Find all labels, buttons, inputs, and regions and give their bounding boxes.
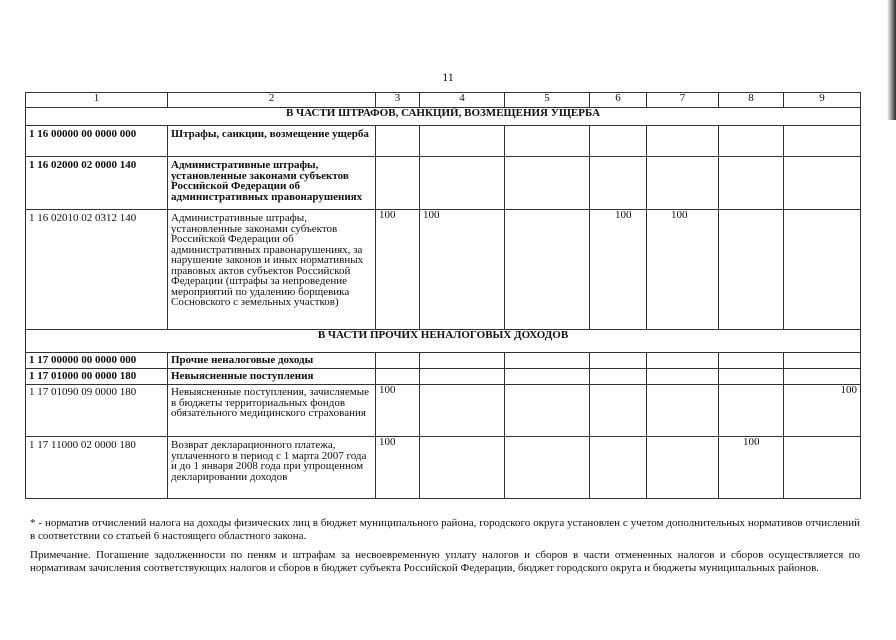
kbk-code: 1 17 00000 00 0000 000 [26, 353, 168, 369]
cell [784, 437, 861, 499]
revenue-name: Возврат декларационного платежа, уплаченного в период с 1 марта 2007 года и до 1 января 2008 года при упрощенном декларировании доходов [168, 437, 376, 499]
cell [784, 353, 861, 369]
cell [647, 353, 719, 369]
cell [647, 126, 719, 157]
cell [590, 437, 647, 499]
norm-value: 100 [420, 210, 505, 330]
cell [505, 353, 590, 369]
table-row [26, 210, 861, 330]
table-row [26, 126, 861, 157]
column-header: 1 [26, 93, 168, 108]
norm-value: 100 [647, 210, 719, 330]
cell [505, 385, 590, 437]
column-header: 7 [647, 93, 719, 108]
table-row [26, 157, 861, 210]
kbk-code: 1 17 01000 00 0000 180 [26, 369, 168, 385]
column-header: 3 [376, 93, 420, 108]
cell [719, 210, 784, 330]
cell [590, 353, 647, 369]
revenue-norms-table [25, 92, 861, 499]
norm-value: 100 [376, 437, 420, 499]
table-row [26, 369, 861, 385]
table-row [26, 385, 861, 437]
cell [647, 385, 719, 437]
cell [505, 126, 590, 157]
norm-value: 100 [719, 437, 784, 499]
kbk-code: 1 16 02000 02 0000 140 [26, 157, 168, 210]
cell [647, 369, 719, 385]
cell [590, 126, 647, 157]
cell [647, 157, 719, 210]
column-header: 9 [784, 93, 861, 108]
cell [376, 157, 420, 210]
cell [505, 210, 590, 330]
note-paragraph: Примечание. Погашение задолженности по пеням и штрафам за несвоевременную уплату налогов и сборов в части отмененных налогов и сборов осуществляется по нормативам зачисления соответствующих налогов и сборов в бюджет субъекта Российской Федерации, бюджет городского округа и бюджеты муниципальных районов. [30, 549, 860, 574]
column-header: 6 [590, 93, 647, 108]
cell [376, 369, 420, 385]
cell [719, 126, 784, 157]
scan-edge-shadow [887, 0, 896, 120]
kbk-code: 1 16 00000 00 0000 000 [26, 126, 168, 157]
kbk-code: 1 16 02010 02 0312 140 [26, 210, 168, 330]
cell [505, 369, 590, 385]
revenue-name: Прочие неналоговые доходы [168, 353, 376, 369]
cell [420, 369, 505, 385]
cell [420, 126, 505, 157]
table-row [26, 353, 861, 369]
cell [784, 369, 861, 385]
column-header: 2 [168, 93, 376, 108]
cell [420, 157, 505, 210]
section-header-row [26, 330, 861, 353]
cell [719, 353, 784, 369]
section-title: В ЧАСТИ ПРОЧИХ НЕНАЛОГОВЫХ ДОХОДОВ [26, 330, 861, 353]
cell [647, 437, 719, 499]
norm-value: 100 [784, 385, 861, 437]
cell [376, 126, 420, 157]
cell [420, 353, 505, 369]
cell [719, 157, 784, 210]
cell [784, 157, 861, 210]
cell [719, 369, 784, 385]
kbk-code: 1 17 11000 02 0000 180 [26, 437, 168, 499]
cell [590, 157, 647, 210]
cell [505, 437, 590, 499]
norm-value: 100 [590, 210, 647, 330]
column-header: 5 [505, 93, 590, 108]
column-header: 8 [719, 93, 784, 108]
revenue-name: Невыясненные поступления, зачисляемые в бюджеты территориальных фондов обязательного медицинского страхования [168, 385, 376, 437]
revenue-name: Административные штрафы, установленные законами субъектов Российской Федерации об административных правонарушениях [168, 157, 376, 210]
cell [590, 369, 647, 385]
norm-value: 100 [376, 385, 420, 437]
revenue-name: Административные штрафы, установленные законами субъектов Российской Федерации об административных правонарушениях, за нарушение законов и иных нормативных правовых актов субъектов Российской Федерации (штрафы за непроведение мероприятий по удалению борщевика Сосновского с земельных участков) [168, 210, 376, 330]
column-header: 4 [420, 93, 505, 108]
kbk-code: 1 17 01090 09 0000 180 [26, 385, 168, 437]
cell [590, 385, 647, 437]
revenue-name: Невыясненные поступления [168, 369, 376, 385]
cell [784, 126, 861, 157]
column-number-row [26, 93, 861, 108]
table-row [26, 437, 861, 499]
cell [784, 210, 861, 330]
footnote: * - норматив отчислений налога на доходы физических лиц в бюджет муниципального района, городского округа установлен с учетом дополнительных нормативов отчислений в соответствии со статьей 6 настоящего областного закона. [30, 517, 860, 542]
cell [719, 385, 784, 437]
cell [505, 157, 590, 210]
cell [420, 437, 505, 499]
norm-value: 100 [376, 210, 420, 330]
page-number: 11 [442, 70, 454, 84]
cell [376, 353, 420, 369]
cell [420, 385, 505, 437]
section-title: В ЧАСТИ ШТРАФОВ, САНКЦИЙ, ВОЗМЕЩЕНИЯ УЩЕРБА [26, 108, 861, 126]
revenue-name: Штрафы, санкции, возмещение ущерба [168, 126, 376, 157]
section-header-row [26, 108, 861, 126]
